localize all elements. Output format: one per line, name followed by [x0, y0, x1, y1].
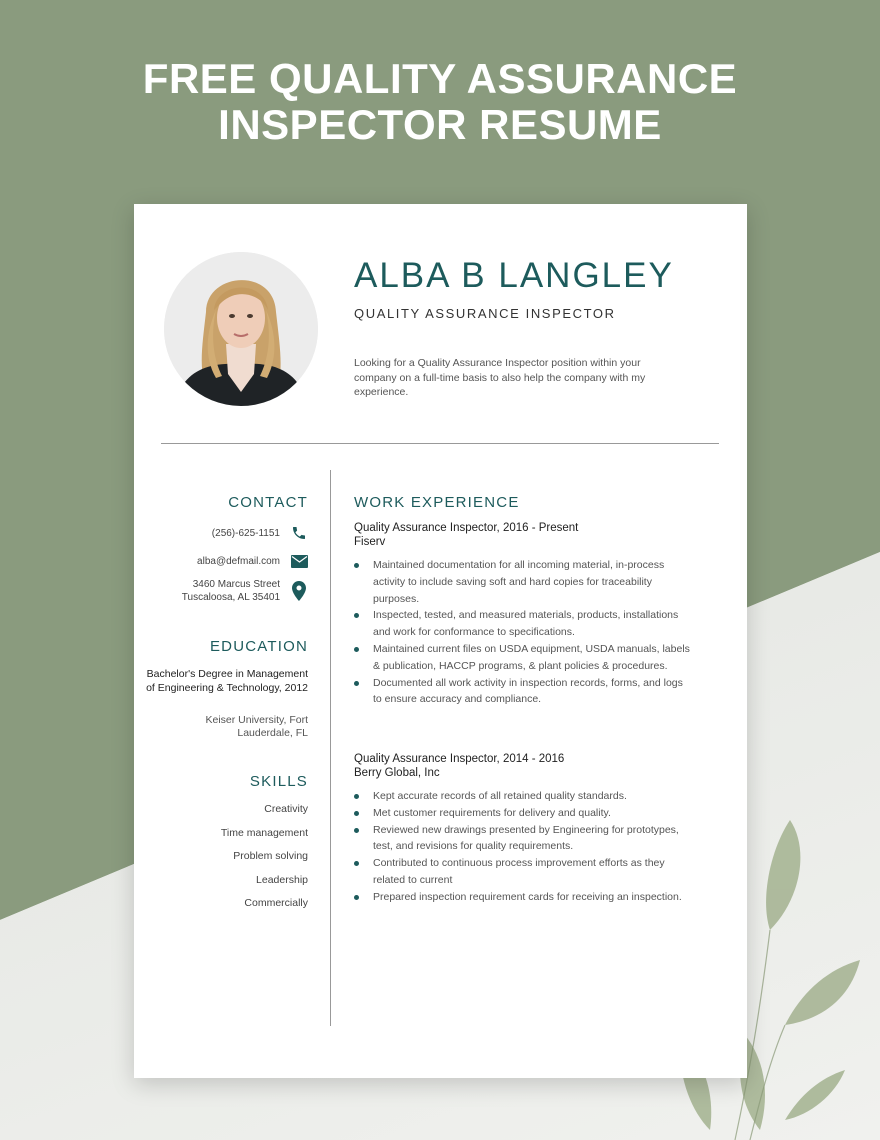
envelope-icon [290, 552, 308, 570]
education-heading: EDUCATION [209, 638, 308, 655]
contact-email[interactable]: alba@defmail.com [197, 555, 280, 567]
skill-item: Time management [220, 827, 308, 839]
skill-item: Creativity [264, 803, 308, 815]
job-company: Fiserv [354, 535, 386, 548]
skill-item: Commercially [244, 897, 308, 909]
contact-address-row [182, 578, 308, 604]
work-experience-heading: WORK EXPERIENCE [354, 494, 520, 511]
candidate-title: QUALITY ASSURANCE INSPECTOR [354, 306, 616, 321]
job-role: Quality Assurance Inspector, 2014 - 2016 [354, 753, 565, 765]
job-bullet: Inspected, tested, and measured materials, products, installations and work for conformance to specifications. [354, 607, 694, 641]
skill-item: Leadership [256, 874, 308, 886]
job-bullet: Met customer requirements for delivery and quality. [354, 805, 694, 822]
candidate-name: ALBA B LANGLEY [354, 256, 674, 295]
education-degree: Bachelor's Degree in Management of Engineering & Technology, 2012 [146, 668, 308, 694]
job-bullet: Kept accurate records of all retained quality standards. [354, 788, 694, 805]
job-entry [354, 522, 694, 708]
job-bullet: Maintained documentation for all incoming material, in-process activity to include saving soft and hard copies for traceability purposes. [354, 557, 694, 607]
job-bullets [354, 557, 694, 708]
job-company: Berry Global, Inc [354, 766, 440, 779]
job-bullets [354, 788, 694, 906]
contact-phone: (256)-625-1151 [211, 527, 280, 539]
contact-email-row [197, 552, 308, 570]
resume-page [134, 204, 747, 1078]
banner-title [0, 56, 880, 148]
job-entry [354, 753, 694, 906]
address-line1: 3460 Marcus Street [192, 579, 280, 590]
header-divider [161, 443, 719, 444]
phone-icon [290, 524, 308, 542]
banner-title-line2: INSPECTOR RESUME [218, 101, 662, 148]
education-school: Keiser University, Fort Lauderdale, FL [205, 714, 308, 739]
column-divider [330, 470, 331, 1026]
map-pin-icon [290, 582, 308, 600]
contact-phone-row [212, 524, 308, 542]
job-role: Quality Assurance Inspector, 2016 - Present [354, 522, 579, 534]
contact-heading: CONTACT [228, 494, 308, 511]
address-line2: Tuscaloosa, AL 35401 [181, 592, 280, 603]
job-bullet: Reviewed new drawings presented by Engineering for prototypes, test, and revisions for quality requirements. [354, 822, 694, 856]
job-bullet: Prepared inspection requirement cards for receiving an inspection. [354, 889, 694, 906]
job-bullet: Documented all work activity in inspection records, forms, and logs to ensure accuracy and compliance. [354, 675, 694, 709]
job-bullet: Maintained current files on USDA equipment, USDA manuals, labels & publication, HACCP programs, & plant policies & procedures. [354, 641, 694, 675]
job-bullet: Contributed to continuous process improvement efforts as they related to current [354, 855, 694, 889]
skills-heading: SKILLS [249, 773, 308, 790]
contact-address [182, 578, 280, 604]
candidate-summary: Looking for a Quality Assurance Inspector position within your company on a full-time basis to also help the company with my experience. [354, 357, 646, 398]
profile-photo [164, 252, 318, 406]
banner-title-line1: FREE QUALITY ASSURANCE [142, 55, 738, 102]
skill-item: Problem solving [233, 850, 308, 862]
